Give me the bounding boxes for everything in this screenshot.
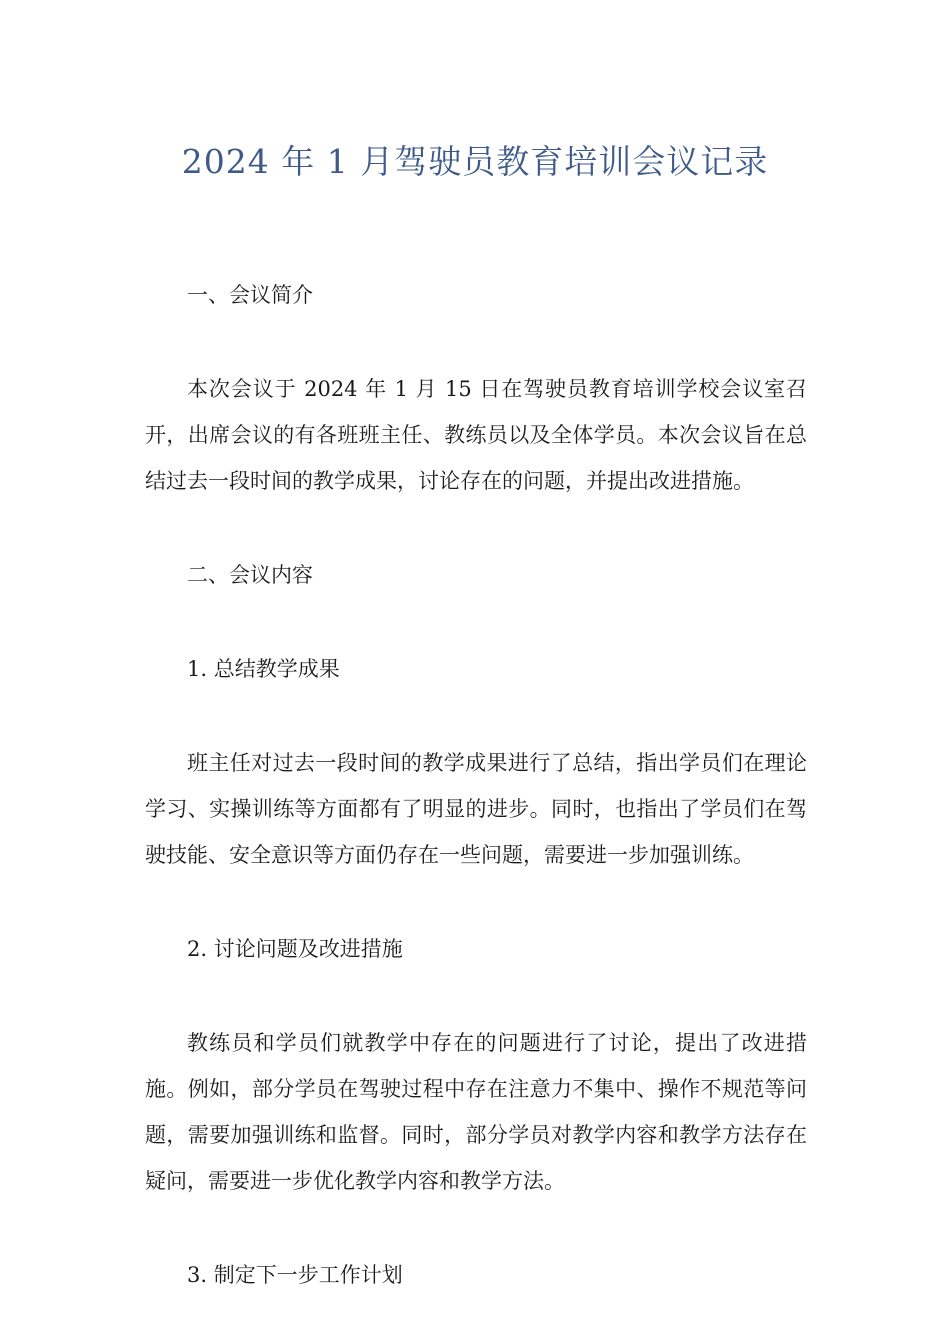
paragraph-discussion: 教练员和学员们就教学中存在的问题进行了讨论，提出了改进措施。例如，部分学员在驾驶过程中存在注意力不集中、操作不规范等问题，需要加强训练和监督。同时，部分学员对教学内容和教学方法存在疑问，需要进一步优化教学内容和教学方法。 bbox=[145, 1031, 807, 1193]
document-body bbox=[145, 272, 807, 1298]
document-title: 2024 年 1 月驾驶员教育培训会议记录 bbox=[181, 142, 769, 181]
paragraph-summary: 班主任对过去一段时间的教学成果进行了总结，指出学员们在理论学习、实操训练等方面都有了明显的进步。同时，也指出了学员们在驾驶技能、安全意识等方面仍存在一些问题，需要进一步加强训练。 bbox=[145, 751, 807, 867]
subheading-summary: 1. 总结教学成果 bbox=[187, 657, 340, 681]
section-heading-intro: 一、会议简介 bbox=[187, 283, 313, 307]
paragraph-intro: 本次会议于 2024 年 1 月 15 日在驾驶员教育培训学校会议室召开，出席会议的有各班班主任、教练员以及全体学员。本次会议旨在总结过去一段时间的教学成果，讨论存在的问题，并提出改进措施。 bbox=[145, 377, 807, 493]
subheading-discussion: 2. 讨论问题及改进措施 bbox=[187, 937, 403, 961]
subheading-plan: 3. 制定下一步工作计划 bbox=[187, 1263, 403, 1287]
section-heading-content: 二、会议内容 bbox=[187, 563, 313, 587]
